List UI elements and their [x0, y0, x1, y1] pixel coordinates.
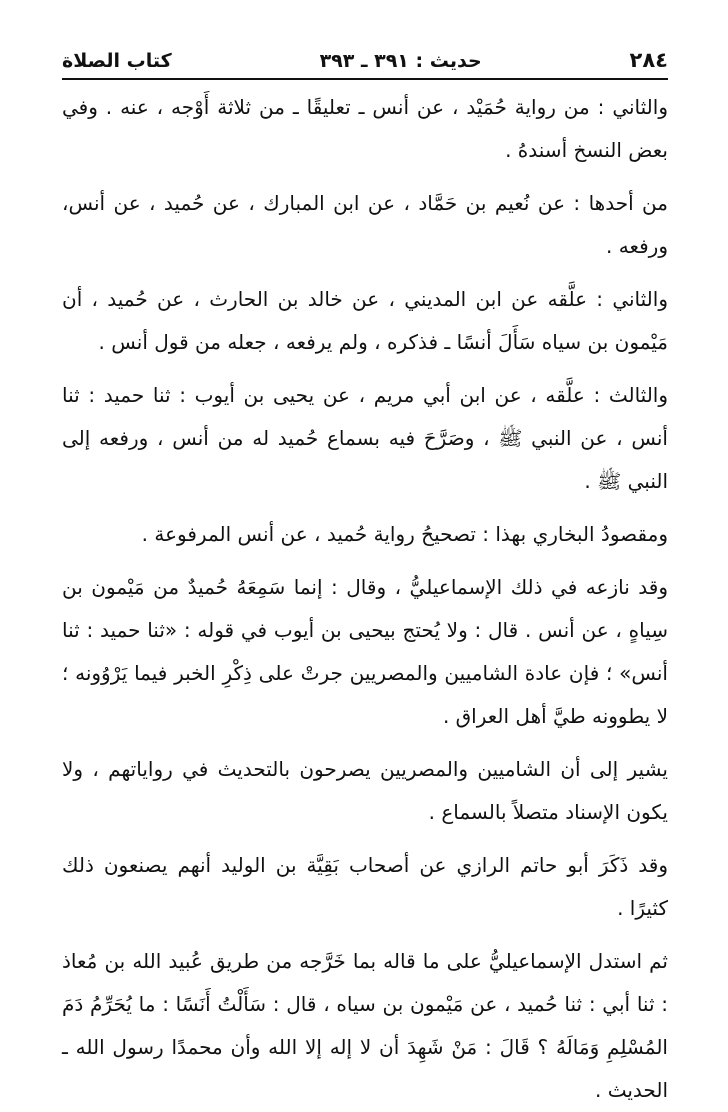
book-page [62, 44, 668, 1112]
paragraph: والثاني : علَّقه عن ابن المديني ، عن خالد بن الحارث ، عن حُميد ، أن مَيْمون بن سياه سَأَلَ أنسًا ـ فذكره ، ولم يرفعه ، جعله من قول أنس . [62, 287, 668, 354]
paragraph: ومقصودُ البخاري بهذا : تصحيحُ رواية حُميد ، عن أنس المرفوعة . [141, 522, 668, 546]
running-header [62, 44, 668, 76]
paragraph: والثالث : علَّقه ، عن ابن أبي مريم ، عن يحيى بن أيوب : ثنا حميد : ثنا أنس ، عن النبي ﷺ ، وصَرَّحَ فيه بسماع حُميد له من أنس ، ورفعه إلى النبي ﷺ . [62, 383, 668, 493]
paragraph: ثم استدل الإسماعيليُّ على ما قاله بما خَرَّجه من طريق عُبيد الله بن مُعاذ : ثنا أبي : ثنا حُميد ، عن مَيْمون بن سياه ، قال : سَأَلْتُ أَنَسًا : ما يُحَرِّمُ دَمَ المُسْلِمِ وَمَالَهُ ؟ قَالَ : مَنْ شَهِدَ أن لا إله إلا الله وأن محمدًا رسول الله ـ الحديث . [62, 949, 668, 1102]
book-title: كتاب الصلاة [62, 50, 172, 72]
paragraph: وقد نازعه في ذلك الإسماعيليُّ ، وقال : إنما سَمِعَهُ حُميدٌ من مَيْمون بن سِياهٍ ، عن أنس . قال : ولا يُحتج بيحيى بن أيوب في قوله : «ثنا حميد : ثنا أنس» ؛ فإن عادة الشاميين والمصريين جرتْ على ذِكْرِ الخبر فيما يَرْوُونه ؛ لا يطوونه طيَّ أهل العراق . [62, 575, 668, 728]
paragraph: وقد ذَكَرَ أبو حاتم الرازي عن أصحاب بَقِيَّة بن الوليد أنهم يصنعون ذلك كثيرًا . [62, 853, 668, 920]
page-number: ٢٨٤ [629, 48, 668, 72]
body-text [62, 86, 668, 1112]
paragraph: من أحدها : عن نُعيم بن حَمَّاد ، عن ابن المبارك ، عن حُميد ، عن أنس، ورفعه . [62, 191, 668, 258]
hadith-range: حديث : ٣٩١ ـ ٣٩٣ [319, 50, 482, 72]
paragraph: يشير إلى أن الشاميين والمصريين يصرحون بالتحديث في رواياتهم ، ولا يكون الإسناد متصلاً بالسماع . [62, 757, 668, 824]
header-rule [62, 78, 668, 80]
paragraph: والثاني : من رواية حُمَيْد ، عن أنس ـ تعليقًا ـ من ثلاثة أَوْجه ، عنه . وفي بعض النسخ أسندهُ . [62, 95, 668, 162]
